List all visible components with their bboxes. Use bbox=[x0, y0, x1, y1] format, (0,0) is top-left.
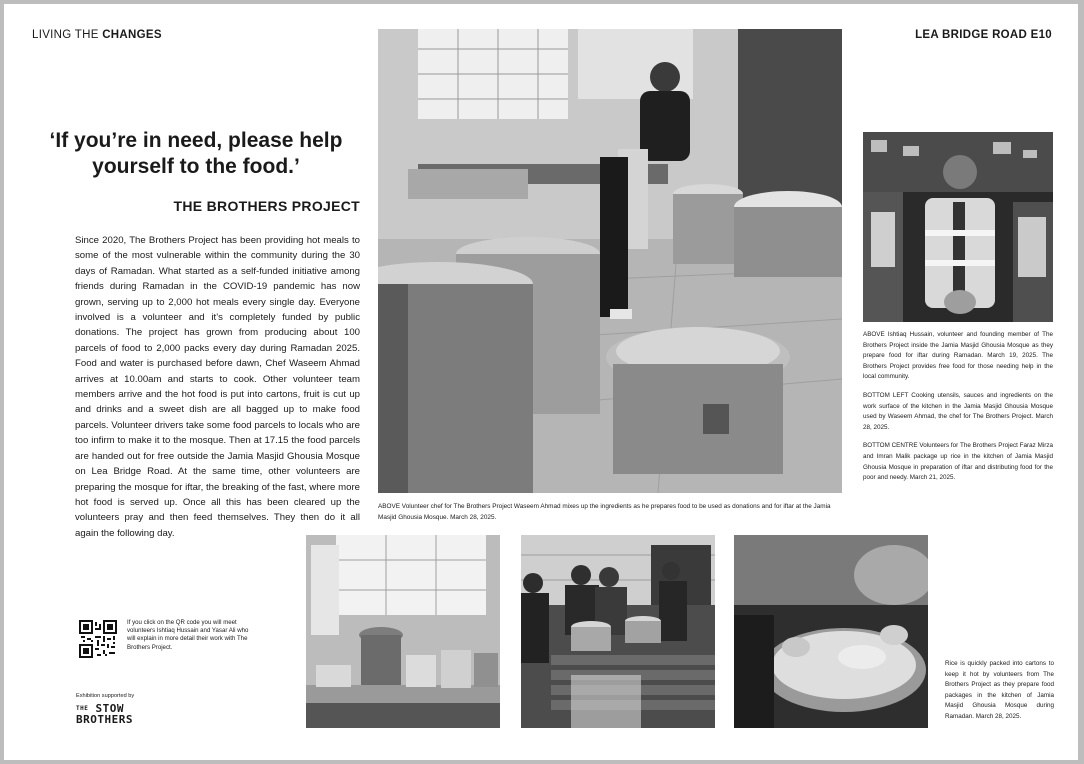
logo-stow: STOW bbox=[95, 702, 124, 715]
exhibition-title-prefix: LIVING THE bbox=[32, 29, 103, 41]
pull-quote: ‘If you’re in need, please help yourself to the food.’ bbox=[49, 129, 343, 178]
exhibition-title bbox=[32, 29, 162, 41]
stow-brothers-logo bbox=[76, 703, 133, 725]
rice-cartons-photo bbox=[734, 535, 928, 728]
project-title: THE BROTHERS PROJECT bbox=[173, 198, 360, 214]
portrait-photo bbox=[863, 132, 1053, 322]
main-photo bbox=[378, 29, 842, 493]
supported-by-label: Exhibition supported by bbox=[76, 693, 135, 699]
qr-description: If you click on the QR code you will meet volunteers Ishtiaq Hussain and Yasar Ali who will explain in more detail their work with The Brothers Project. bbox=[127, 619, 249, 651]
caption-bottom-left: BOTTOM LEFT Cooking utensils, sauces and ingredients on the work surface of the kitchen in the Jamia Masjid Ghousia Mosque used by Waseem Ahmad, the chef for The Brothers Project. March 28, 2025. bbox=[863, 391, 1053, 431]
exhibition-panel bbox=[4, 4, 1078, 760]
logo-the: THE bbox=[76, 705, 89, 712]
rice-caption: Rice is quickly packed into cartons to keep it hot by volunteers from The Brothers Project as they prepare food packages in the kitchen of Jamia Masjid Ghousia Mosque during Ramadan. March 28, 2025. bbox=[945, 660, 1054, 720]
exhibition-title-bold: CHANGES bbox=[102, 29, 162, 41]
body-text: Since 2020, The Brothers Project has been providing hot meals to some of the most vulnerable within the community during the 30 days of Ramadan. What started as a self-funded initiative among friends during Ramadan in the COVID-19 pandemic has now grown, serving up to 2,000 hot meals every single day. Everyone involved is a volunteer and it’s completely funded by public donations. The project has grown from producing about 100 parcels of food to 2,000 packs every day during Ramadan 2025. Food and water is purchased before dawn, Chef Waseem Ahmad arrives at 10.00am and starts to cook. Other volunteer team members arrive and the hot food is put into cartons, fruit is cut up and drinks and a sweet dish are all bagged up to make food parcels. Volunteer drivers take some food parcels to locals who are too infirm to make it to the mosque. Then at 17.15 the food parcels are handed out for free outside the Jamia Masjid Ghousia Mosque on Lea Bridge Road. At the same time, other volunteers are preparing the mosque for iftar, the breaking of the fast, where more hot food is served up. Once all this has been cleared up the volunteers pray and then feed themselves. They then do it all again the following day. bbox=[75, 235, 360, 539]
right-captions bbox=[863, 330, 1053, 492]
caption-above-right: ABOVE Ishtiaq Hussain, volunteer and founding member of The Brothers Project inside the Jamia Masjid Ghousia Mosque as they prepare food for iftar during Ramadan. March 19, 2025. The Brothers Project provides free food for those needing help in the local community. bbox=[863, 331, 1053, 381]
packing-rice-photo bbox=[521, 535, 715, 728]
main-photo-caption: ABOVE Volunteer chef for The Brothers Project Waseem Ahmad mixes up the ingredients as he prepares food to be used as donations and for iftar at the Jamia Masjid Ghousia Mosque. March 28, 2025. bbox=[378, 503, 831, 521]
logo-brothers: BROTHERS bbox=[76, 713, 133, 726]
caption-bottom-centre: BOTTOM CENTRE Volunteers for The Brothers Project Faraz Mirza and Imran Malik package up rice in the kitchen of Jamia Masjid Ghousia Mosque in preparation of iftar and distributing food for the poor and needy. March 21, 2025. bbox=[863, 442, 1053, 482]
qr-code[interactable] bbox=[79, 620, 117, 658]
kitchen-utensils-photo bbox=[306, 535, 500, 728]
location-title: LEA BRIDGE ROAD E10 bbox=[915, 29, 1052, 41]
